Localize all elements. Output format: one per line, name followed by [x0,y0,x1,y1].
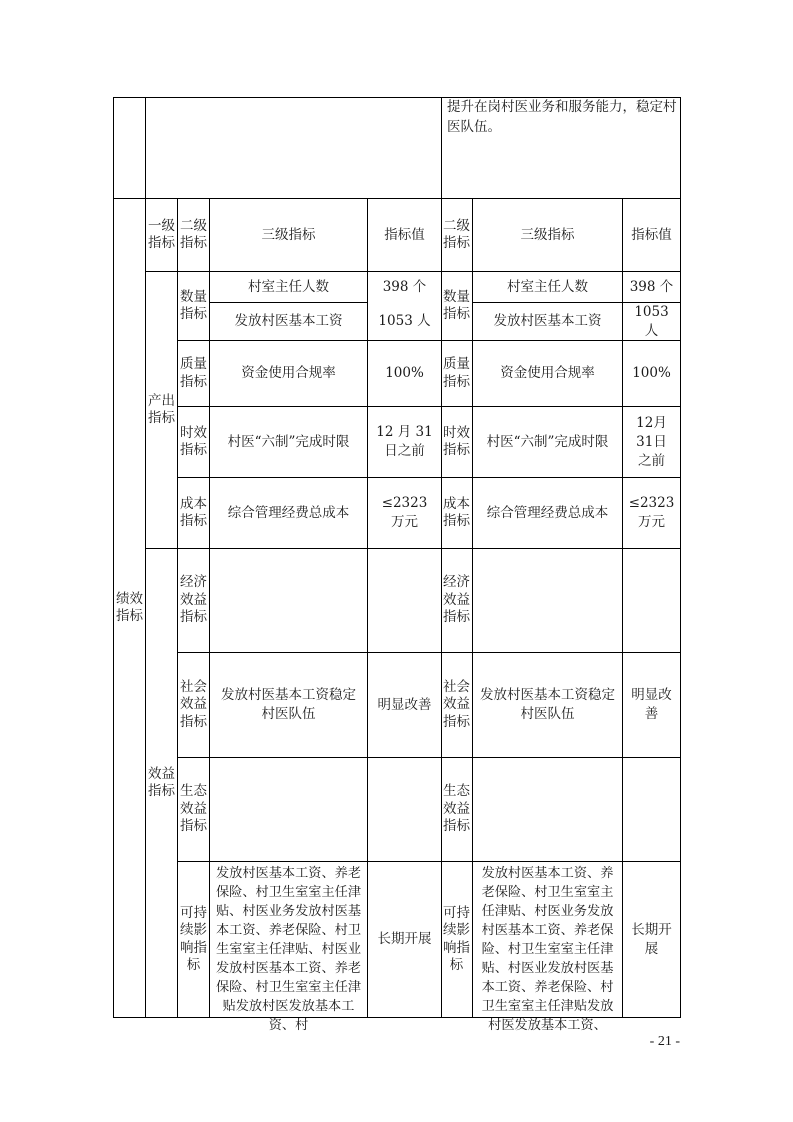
table-row-l2-left: 质量指标 [180,356,207,390]
objective-text: 提升在岗村医业务和服务能力，稳定村医队伍。 [447,99,677,135]
header-level3-left: 三级指标 [261,226,316,243]
table-row-value-right: 100% [632,365,671,381]
table-row-value-left: 100% [385,365,424,381]
table-row-l2-left: 可持续影响指标 [180,904,207,973]
table-row-l2-right: 生态效益指标 [443,783,470,835]
header-level1: 一级指标 [148,217,175,251]
table-row-value-left: 明显改善 [377,696,432,713]
header-value-right: 指标值 [631,226,672,243]
table-row-l2-right: 成本指标 [443,495,470,529]
table-row-l3-right: 发放村医基本工资、养老保险、村卫生室室主任津贴、村医业务发放村医基本工资、养老保险、村卫生室室主任津贴、村医业发放村医基本工资、养老保险、村卫生室室主任津贴发放村医发放基本工资、 [481,866,614,1033]
table-row-l2-left: 成本指标 [180,495,207,529]
table-row-l3-left: 发放村医基本工资稳定村医队伍 [221,687,356,722]
table-row-l3-right: 村医“六制”完成时限 [486,433,609,450]
header-level2-right: 二级指标 [443,217,470,251]
table-row-value-left: 12 月 31日之前 [376,424,433,459]
table-row-l3-left: 发放村医基本工资、养老保险、村卫生室室主任津贴、村医业务发放村医基本工资、养老保险、村卫生室室主任津贴、村医业发放村医基本工资、养老保险、村卫生室室主任津贴发放村医发放基本工资、村 [215,866,362,1033]
table-row-value-left [368,549,441,652]
table-row-value-right: 1053人 [634,303,669,339]
level1-output: 产出指标 [148,392,175,426]
table-row-l2-right: 数量指标 [443,288,470,322]
table-row-l2-left: 时效指标 [180,424,207,458]
page-number: - 21 - [649,1034,680,1049]
table-row-value-right: 明显改善 [631,687,672,722]
table-row-l2-right: 质量指标 [443,356,470,390]
table-row-value-right: 长期开展 [631,921,672,957]
level1-benefit: 效益指标 [148,765,175,799]
table-row-l3-right: 发放村医基本工资 [493,313,602,329]
table-row-l2-left: 社会效益指标 [180,678,207,730]
table-row-l3-right [473,758,622,861]
table-row-l2-left: 数量指标 [180,288,207,322]
header-value-left: 指标值 [384,226,425,243]
table-row-value-right: 398 个 [629,278,674,295]
header-level2-left: 二级指标 [180,217,207,251]
table-row-value-left: 长期开展 [377,931,432,947]
table-row-value-right: ≤2323 万元 [628,495,675,530]
table-row-l2-left: 生态效益指标 [180,783,207,835]
table-row-l3-left: 综合管理经费总成本 [227,504,350,521]
table-row-l2-right: 经济效益指标 [443,574,470,626]
table-row-value-left [368,758,441,861]
table-row-value-left: ≤2323 万元 [381,495,428,530]
table-row-l3-right [473,549,622,652]
table-row-l3-right: 村室主任人数 [507,278,588,295]
table-row-l3-right: 资金使用合规率 [500,365,595,381]
table-row-l2-right: 可持续影响指标 [443,904,470,973]
table-row-l3-left: 村医“六制”完成时限 [227,433,350,450]
table-row-value-left: 398 个 [382,278,427,295]
table-row-value-left: 1053 人 [378,313,431,329]
table-row-l2-right: 时效指标 [443,424,470,458]
table-row-l3-left: 发放村医基本工资 [234,313,343,329]
table-row-l3-left [210,758,367,861]
table-row-l3-left: 村室主任人数 [248,278,329,295]
table-row-l3-right: 综合管理经费总成本 [486,504,609,521]
header-level3-right: 三级指标 [520,226,575,243]
table-row-l2-left: 经济效益指标 [180,574,207,626]
table-row-l3-right: 发放村医基本工资稳定村医队伍 [480,687,615,722]
table-row-l2-right: 社会效益指标 [443,678,470,730]
table-row-value-right [623,549,680,652]
table-row-l3-left: 资金使用合规率 [241,365,336,381]
table-row-value-right [623,758,680,861]
section-label-performance-indicators: 绩效指标 [116,590,143,624]
table-row-value-right: 12月31日之前 [636,414,667,469]
table-row-l3-left [210,549,367,652]
